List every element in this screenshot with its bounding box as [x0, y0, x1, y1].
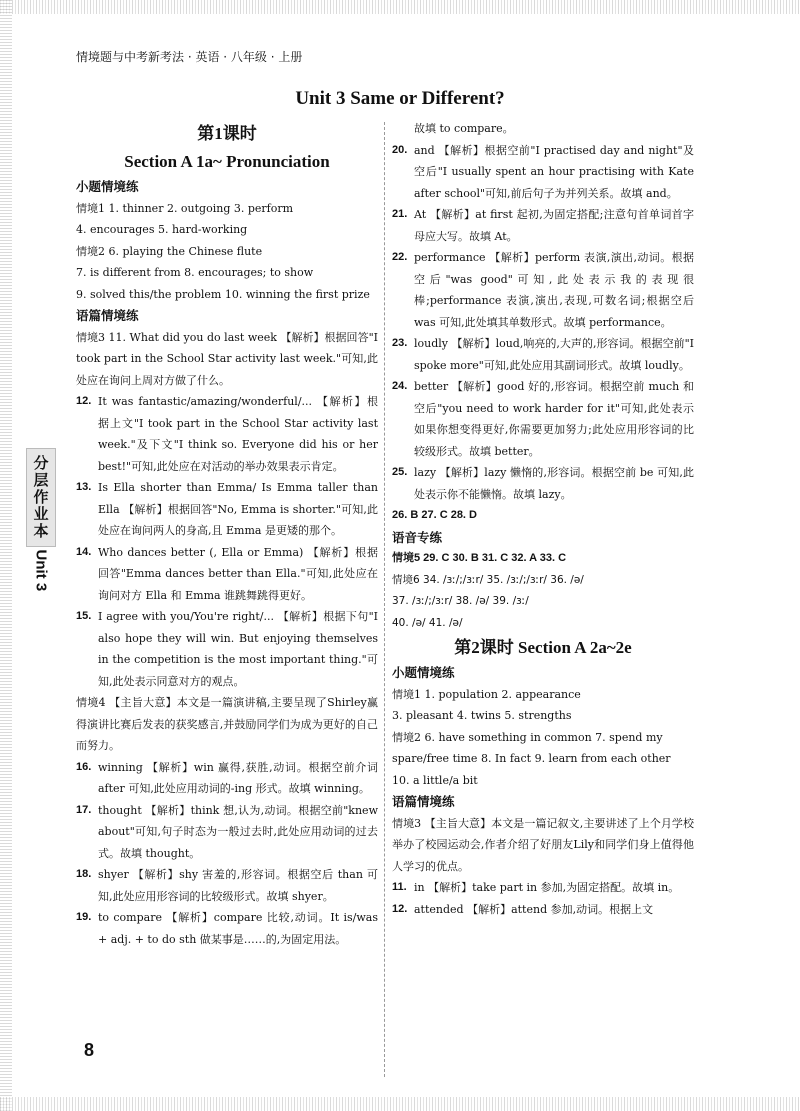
- scan-edge-bottom: [0, 1097, 800, 1111]
- answer-line: 情境6 34. /ɜː/;/ɜːr/ 35. /ɜː/;/ɜːr/ 36. /ə/: [392, 573, 584, 586]
- side-unit-label: Unit 3: [32, 549, 50, 592]
- answer-line: 情境1 1. thinner 2. outgoing 3. perform: [76, 201, 294, 215]
- answer-item: 23. loudly 【解析】loud,响亮的,大声的,形容词。根据空前"I spoke more"可知,此处应用其副词形式。故填 loudly。: [392, 337, 694, 372]
- lesson-heading: 第1课时: [197, 124, 257, 143]
- subheading: 语音专练: [392, 529, 443, 545]
- answer-line: 情境2 6. playing the Chinese flute: [76, 244, 263, 258]
- answer-line: 9. solved this/the problem 10. winning the first prize: [76, 287, 370, 301]
- answer-line: 7. is different from 8. encourages; to show: [76, 266, 314, 279]
- answer-line: 26. B 27. C 28. D: [392, 509, 477, 521]
- answer-item: 13. Is Ella shorter than Emma/ Is Emma taller than Ella 【解析】根据回答"No, Emma is shorter."可知,此处应在询问两人的身高,且 Emma 是更矮的那个。: [76, 481, 378, 537]
- answer-item: 18. shyer 【解析】shy 害羞的,形容词。根据空后 than 可知,此处应用形容词的比较级形式。故填 shyer。: [76, 868, 378, 903]
- answer-item: 故填 to compare。: [414, 122, 514, 135]
- answer-line: 情境1 1. population 2. appearance: [392, 687, 581, 701]
- scan-edge-top: [0, 0, 800, 14]
- answer-line: 4. encourages 5. hard-working: [76, 223, 248, 236]
- answer-item: 22. performance 【解析】perform 表演,演出,动词。根据空后"was good"可知,此处表示我的表现很棒;performance 表演,演出,表现,可数名词;根据空后 was 可知,此处填其单数形式。故填 performance。: [392, 251, 694, 329]
- answer-item: 21. At 【解析】at first 起初,为固定搭配;注意句首单词首字母应大写。故填 At。: [392, 208, 694, 243]
- subheading: 语篇情境练: [392, 794, 455, 809]
- answer-line: 10. a little/a bit: [392, 773, 478, 787]
- answer-item: 16. winning 【解析】win 赢得,获胜,动词。根据空前介词 after 可知,此处应用动词的-ing 形式。故填 winning。: [76, 760, 378, 795]
- answer-item: 情境3 11. What did you do last week 【解析】根据回答"I took part in the School Star activity last week."可知,此处应在询问上周对方做了什么。: [76, 330, 378, 387]
- subheading: 小题情境练: [392, 665, 455, 680]
- answer-item: 12. attended 【解析】attend 参加,动词。根据上文: [392, 902, 654, 916]
- column-divider: [384, 122, 385, 1077]
- scan-edge-left: [0, 0, 12, 1111]
- main-idea: 情境4 【主旨大意】本文是一篇演讲稿,主要呈现了Shirley赢得演讲比赛后发表的获奖感言,并鼓励同学们为成为更好的自己而努力。: [76, 696, 378, 752]
- answer-item: 20. and 【解析】根据空前"I practised day and night"及空后"I usually spent an hour practising with Kate after school"可知,前后句子为并列关系。故填 and。: [392, 143, 694, 200]
- side-tab: 分 层 作 业 本: [26, 448, 56, 547]
- answer-line: 40. /ə/ 41. /ə/: [392, 616, 463, 629]
- answer-line: 情境2 6. have something in common 7. spend my spare/free time 8. In fact 9. learn from each other: [392, 730, 671, 765]
- running-header: 情境题与中考新考法 · 英语 · 八年级 · 上册: [76, 50, 303, 64]
- right-column: [392, 118, 694, 920]
- left-column: [76, 120, 378, 950]
- answer-item: 15. I agree with you/You're right/... 【解析】根据下句"I also hope they will win. But enjoying themselves in the competition is the most important thing."可知,此处表示同意对方的观点。: [76, 610, 378, 688]
- answer-item: 12. It was fantastic/amazing/wonderful/... 【解析】根据上文"I took part in the School Star activity last week."及下文"I think so. Everyone did his or her best!"可知,此处应在对活动的举办效果表示肯定。: [76, 395, 378, 473]
- answer-item: 19. to compare 【解析】compare 比较,动词。It is/was + adj. + to do sth 做某事是……的,为固定用法。: [76, 911, 378, 946]
- answer-item: 17. thought 【解析】think 想,认为,动词。根据空前"knew about"可知,句子时态为一般过去时,此处应用动词的过去式。故填 thought。: [76, 803, 378, 860]
- main-idea: 情境3 【主旨大意】本文是一篇记叙文,主要讲述了上个月学校举办了校园运动会,作者介绍了好朋友Lily和同学们身上值得他人学习的优点。: [392, 816, 694, 873]
- answer-item: 25. lazy 【解析】lazy 懒惰的,形容词。根据空前 be 可知,此处表示你不能懒惰。故填 lazy。: [392, 466, 694, 501]
- unit-title: Unit 3 Same or Different?: [295, 88, 505, 109]
- answer-line: 3. pleasant 4. twins 5. strengths: [392, 709, 572, 722]
- answer-line: 情境5 29. C 30. B 31. C 32. A 33. C: [392, 552, 567, 564]
- section-heading: Section A 1a~ Pronunciation: [124, 152, 330, 171]
- subheading: 语篇情境练: [76, 308, 139, 323]
- answer-item: 14. Who dances better (, Ella or Emma) 【解析】根据回答"Emma dances better than Ella."可知,此处应在询问对方 Ella 和 Emma 谁跳舞跳得更好。: [76, 545, 378, 602]
- lesson-heading: 第2课时 Section A 2a~2e: [454, 638, 632, 657]
- page-number: 8: [84, 1040, 95, 1060]
- answer-item: 24. better 【解析】good 好的,形容词。根据空前 much 和空后"you need to work harder for it"可知,此处表示如果你想变得更好,你需要更加努力;此处应用形容词的比较级形式。故填 better。: [392, 380, 694, 458]
- subheading: 小题情境练: [76, 179, 139, 194]
- answer-line: 37. /ɜː/;/ɜːr/ 38. /ə/ 39. /ɜː/: [392, 595, 529, 607]
- answer-item: 11. in 【解析】take part in 参加,为固定搭配。故填 in。: [392, 881, 680, 894]
